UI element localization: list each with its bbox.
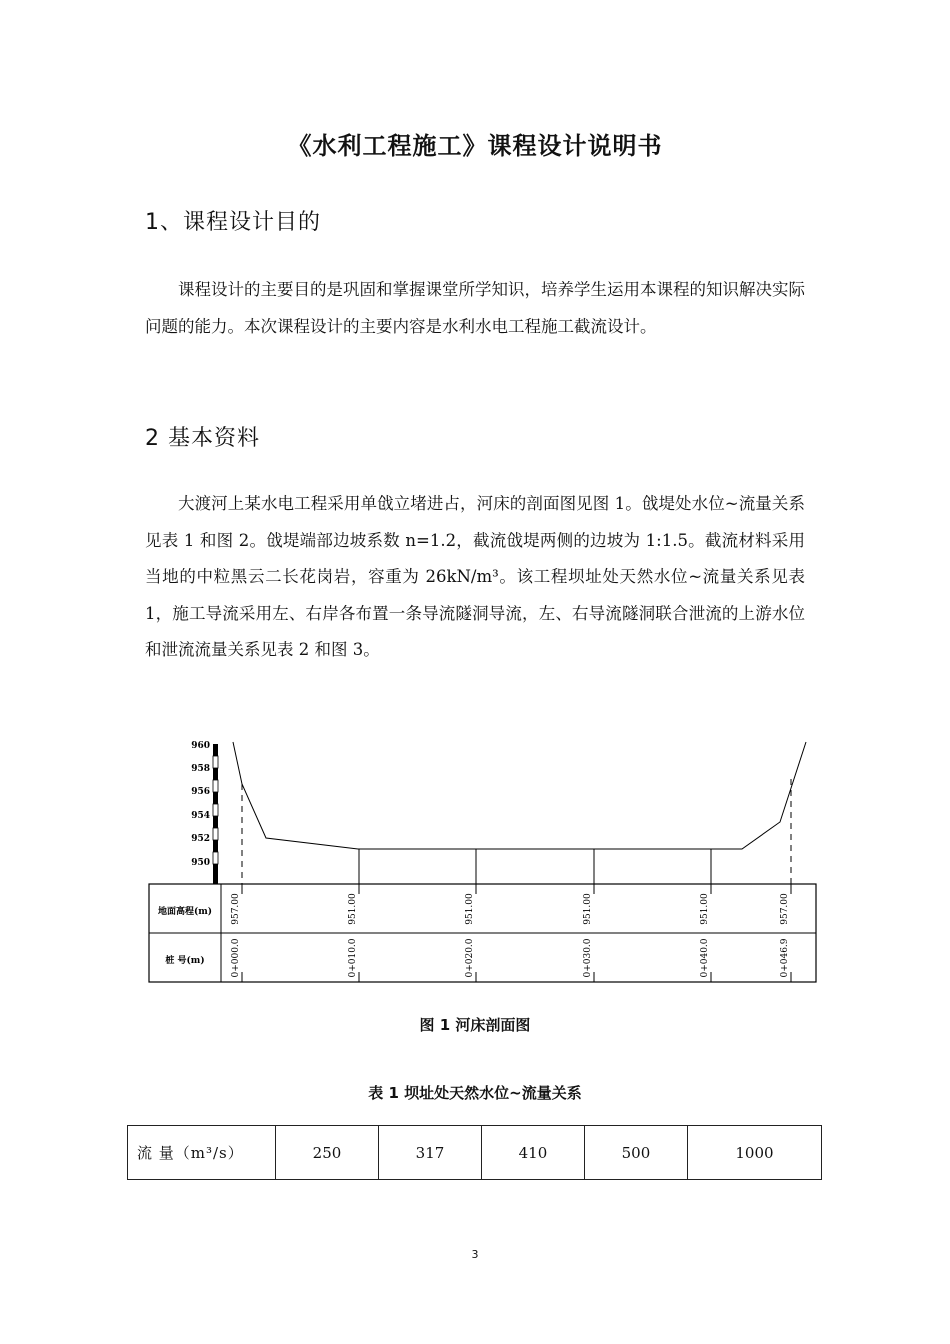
elevation-scale-bar: [213, 744, 218, 884]
row-label-elevation: 地面高程(m): [157, 907, 213, 917]
riverbed-profile-figure: [148, 734, 818, 986]
station-lines: [242, 779, 791, 884]
flow-value-cell: 1000: [687, 1126, 821, 1180]
flow-value-cell: 410: [481, 1126, 584, 1180]
scale-tick-960: 960: [191, 741, 210, 751]
profile-data-table: [149, 884, 816, 982]
section-1-text: 课程设计的主要目的是巩固和掌握课堂所学知识，培养学生运用本课程的知识解决实际问题的能力。本次课程设计的主要内容是水利水电工程施工截流设计。: [145, 280, 805, 336]
page-number: 3: [471, 1248, 479, 1261]
flow-value-cell: 250: [276, 1126, 379, 1180]
elevation-value: 951.00: [348, 893, 358, 925]
flow-table: [127, 1125, 822, 1180]
row-label-station: 桩 号(m): [165, 956, 205, 966]
station-value: 0+046.9: [780, 938, 790, 978]
elevation-value: 951.00: [465, 893, 475, 925]
flow-label-cell: 流 量（m³/s）: [128, 1126, 276, 1180]
scale-tick-950: 950: [191, 858, 210, 868]
elevation-value: 951.00: [700, 893, 710, 925]
flow-value-cell: 317: [378, 1126, 481, 1180]
elevation-value: 957.00: [780, 893, 790, 925]
scale-tick-952: 952: [191, 834, 210, 844]
section-2-text: 大渡河上某水电工程采用单戗立堵进占，河床的剖面图见图 1。戗堤处水位~流量关系见表 1 和图 2。戗堤端部边坡系数 n=1.2，截流戗堤两侧的边坡为 1:1.5。截流材料采用当地的中粒黑云二长花岗岩，容重为 26kN/m³。该工程坝址处天然水位~流量关系见表 1，施工导流采用左、右岸各布置一条导流隧洞导流，左、右导流隧洞联合泄流的上游水位和泄流流量关系见表 2 和图 3。: [145, 494, 805, 659]
table-row: [128, 1126, 822, 1180]
scale-tick-956: 956: [191, 787, 210, 797]
table-1-caption: 表 1 坝址处天然水位~流量关系: [368, 1084, 582, 1102]
station-value: 0+000.0: [231, 938, 241, 978]
document-title: 《水利工程施工》课程设计说明书: [287, 132, 663, 160]
section-1-paragraph: [145, 272, 805, 345]
flow-value-cell: 500: [584, 1126, 687, 1180]
section-1-heading: 1、课程设计目的: [145, 210, 321, 235]
section-2-paragraph: [145, 486, 805, 669]
elevation-value: 957.00: [231, 893, 241, 925]
elevation-value: 951.00: [583, 893, 593, 925]
section-2-heading: 2 基本资料: [145, 426, 260, 451]
station-value: 0+040.0: [700, 938, 710, 978]
scale-tick-958: 958: [191, 764, 210, 774]
station-value: 0+030.0: [583, 938, 593, 978]
riverbed-profile-line: [233, 742, 806, 849]
station-value: 0+010.0: [348, 938, 358, 978]
figure-1-caption: 图 1 河床剖面图: [419, 1016, 531, 1034]
station-value: 0+020.0: [465, 938, 475, 978]
scale-tick-954: 954: [191, 811, 210, 821]
